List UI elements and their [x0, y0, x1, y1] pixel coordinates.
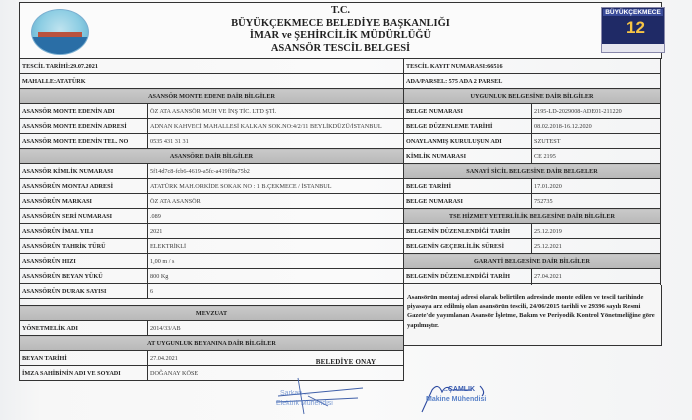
section-title-at-beyan: AT UYGUNLUK BEYANINA DAİR BİLGİLER: [20, 336, 404, 351]
table-row: [20, 254, 404, 269]
header-line-tc: T.C.: [330, 5, 351, 16]
table-row: [20, 194, 404, 209]
field-value: 2195-LD-2029008-ADE01-211220: [532, 104, 661, 119]
table-row: [20, 209, 404, 224]
field-label: ASANSÖRÜN İMAL YILI: [20, 224, 148, 239]
field-label: ASANSÖRÜN TAHRİK TÜRÜ: [20, 239, 148, 254]
legal-note-text: Asansörün montaj adresi olarak belirtilen adresinde monte edilen ve tescil tarihinde piyasaya arz edilmiş olan asansörün tescili, 24/06/2015 tarihli ve 29396 sayılı Resmi Gazete'de yayımlanan Asansör İşletme, Bakım ve Periyodik Kontrol Yönetmeliğine göre yapılmıştır.: [407, 294, 655, 329]
table-row: [20, 164, 404, 179]
signature-electrical-engineer: [268, 376, 378, 416]
section-header-row: [404, 89, 661, 104]
tescil-tarihi: TESCİL TARİHİ:29.07.2021: [20, 59, 404, 74]
field-label: ONAYLANMIŞ KURULUŞUN ADI: [404, 134, 532, 149]
table-row: [404, 239, 661, 254]
field-value: 800 Kg: [148, 269, 404, 284]
left-info-table: [19, 58, 404, 381]
mahalle: MAHALLE:ATATÜRK: [20, 74, 404, 89]
field-value: CE 2195: [532, 149, 661, 164]
field-label: BELGE NUMARASI: [404, 194, 532, 209]
header-line-directorate: İMAR ve ŞEHİRCİLİK MÜDÜRLÜĞÜ: [249, 30, 432, 42]
field-value: ADNAN KAHVECİ MAHALLESİ KALKAN SOK.NO:4/2/11 BEYLİKDÜZÜ/İSTANBUL: [148, 119, 404, 134]
section-title-asansor: ASANSÖRE DAİR BİLGİLER: [20, 149, 404, 164]
table-row: [20, 119, 404, 134]
table-row: [404, 104, 661, 119]
header-line-municipality: BÜYÜKÇEKMECE BELEDİYE BAŞKANLIĞI: [231, 17, 450, 29]
field-label: ASANSÖR MONTE EDENİN ADRESİ: [20, 119, 148, 134]
field-label: YÖNETMELİK ADI: [20, 321, 148, 336]
field-value: .089: [148, 209, 404, 224]
field-label: ASANSÖRÜN DURAK SAYISI: [20, 284, 148, 299]
star-city-logo-text: BÜYÜKÇEKMECE: [603, 9, 663, 16]
field-label: ASANSÖR KİMLİK NUMARASI: [20, 164, 148, 179]
section-title-uygunluk: UYGUNLUK BELGESİNE DAİR BİLGİLER: [404, 89, 661, 104]
field-label: ASANSÖRÜN MARKASI: [20, 194, 148, 209]
field-value: 0535 431 31 31: [148, 134, 404, 149]
field-value: 6: [148, 284, 404, 299]
table-row: [404, 74, 661, 89]
field-label: ASANSÖR MONTE EDENİN TEL. NO: [20, 134, 148, 149]
section-title-monte: ASANSÖR MONTE EDENE DAİR BİLGİLER: [20, 89, 404, 104]
section-header-row: [404, 254, 661, 269]
section-header-row: [20, 336, 404, 351]
field-value: DOĞANAY KÖSE: [148, 366, 404, 381]
field-value: SZUTEST: [532, 134, 661, 149]
star-city-logo-number: 12: [626, 18, 645, 37]
field-value: 25.12.2021: [532, 239, 661, 254]
field-value: 1,00 m / s: [148, 254, 404, 269]
table-row: [404, 134, 661, 149]
field-value: ATATÜRK MAH.ORKİDE SOKAK NO : 1 B.ÇEKMECE / İSTANBUL: [148, 179, 404, 194]
table-row: [404, 149, 661, 164]
field-label: ASANSÖR MONTE EDENİN ADI: [20, 104, 148, 119]
signature-2-name: ...ÇAMLIK: [442, 386, 476, 393]
table-row: [404, 269, 661, 284]
table-row: [20, 59, 404, 74]
field-label: ASANSÖRÜN SERİ NUMARASI: [20, 209, 148, 224]
document-header: [19, 2, 662, 59]
field-label: ASANSÖRÜN HIZI: [20, 254, 148, 269]
section-title-mevzuat: MEVZUAT: [20, 306, 404, 321]
section-title-garanti: GARANTİ BELGESİNE DAİR BİLGİLER: [404, 254, 661, 269]
field-value: 27.04.2021: [532, 269, 661, 284]
table-row: [20, 104, 404, 119]
field-label: KİMLİK NUMARASI: [404, 149, 532, 164]
field-label: BELGENİN DÜZENLENDİĞİ TARİH: [404, 224, 532, 239]
field-label: İMZA SAHİBİNİN ADI VE SOYADI: [20, 366, 148, 381]
field-label: ASANSÖRÜN BEYAN YÜKÜ: [20, 269, 148, 284]
field-label: BELGENİN DÜZENLENDİĞİ TARİH: [404, 269, 532, 284]
tescil-kayit-numarasi: TESCİL KAYIT NUMARASI:66516: [404, 59, 661, 74]
legal-note-box: [403, 285, 662, 346]
table-row: [20, 134, 404, 149]
field-value: ÖZ ATA ASANSÖR MUH VE İNŞ TİC. LTD ŞTİ.: [148, 104, 404, 119]
field-label: BELGENİN GEÇERLİLİK SÜRESİ: [404, 239, 532, 254]
table-row: [404, 119, 661, 134]
field-value: ELEKTRİKLİ: [148, 239, 404, 254]
table-row: [404, 224, 661, 239]
field-label: BELGE DÜZENLEME TARİHİ: [404, 119, 532, 134]
section-header-row: [404, 209, 661, 224]
right-info-table: [403, 58, 661, 299]
table-row: [20, 74, 404, 89]
table-row: [404, 179, 661, 194]
field-value: 5f14d7c8-fcb6-4619-a5fc-a419ff8a75b2: [148, 164, 404, 179]
table-row: [20, 321, 404, 336]
signature-1-title: Elektrik Mühendisi: [276, 400, 333, 407]
field-value: 2021: [148, 224, 404, 239]
section-title-sanayi: SANAYİ SİCİL BELGESİNE DAİR BELGELER: [404, 164, 661, 179]
table-row: [20, 284, 404, 299]
field-value: 752735: [532, 194, 661, 209]
municipality-approval-title: BELEDİYE ONAY: [315, 358, 377, 366]
field-value: 08.02.2018-16.12.2020: [532, 119, 661, 134]
table-row: [404, 59, 661, 74]
star-city-logo-icon: [601, 7, 665, 53]
table-row: [20, 179, 404, 194]
field-label: BEYAN TARİHİ: [20, 351, 148, 366]
spacer-cell: [20, 299, 404, 306]
section-header-row: [20, 89, 404, 104]
header-line-document-title: ASANSÖR TESCİL BELGESİ: [270, 42, 411, 54]
table-row: [20, 269, 404, 284]
header-titles: [20, 5, 661, 55]
field-value: ÖZ ATA ASANSÖR: [148, 194, 404, 209]
field-label: BELGE TARİHİ: [404, 179, 532, 194]
signature-mechanical-engineer: [420, 378, 500, 414]
field-label: BELGE NUMARASI: [404, 104, 532, 119]
table-row: [20, 224, 404, 239]
ada-parsel: ADA/PARSEL: 575 ADA 2 PARSEL: [404, 74, 661, 89]
skyline-shape: [602, 44, 664, 52]
field-value: 27.04.2021: [148, 351, 404, 366]
field-value: 2014/33/AB: [148, 321, 404, 336]
field-value: 17.01.2020: [532, 179, 661, 194]
field-label: ASANSÖRÜN MONTAJ ADRESİ: [20, 179, 148, 194]
section-header-row: [20, 149, 404, 164]
section-header-row: [20, 306, 404, 321]
table-row: [404, 194, 661, 209]
signature-2-title: Makine Mühendisi: [426, 396, 487, 403]
section-header-row: [404, 164, 661, 179]
field-value: 25.12.2019: [532, 224, 661, 239]
spacer-row: [20, 299, 404, 306]
signature-1-name: Sarkan ...: [280, 390, 310, 397]
table-row: [20, 239, 404, 254]
section-title-tse: TSE HİZMET YETERLİLİK BELGESİNE DAİR BİLGİLER: [404, 209, 661, 224]
